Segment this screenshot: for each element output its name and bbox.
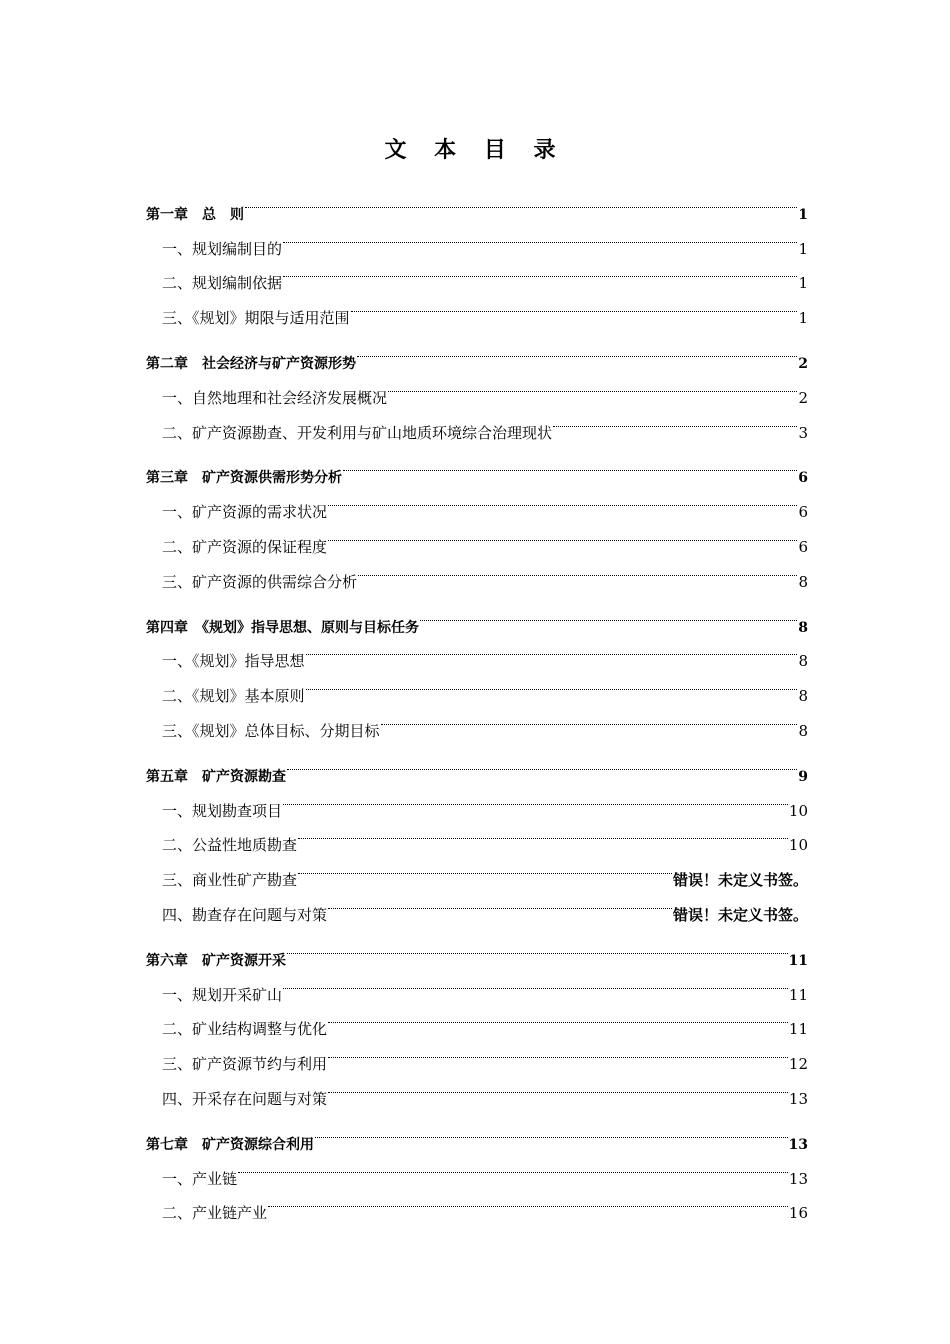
dot-leader <box>328 1000 788 1035</box>
toc-entry-label: 二、产业链产业 <box>162 1204 268 1223</box>
toc-entry-label: 四、勘查存在问题与对策 <box>162 905 328 924</box>
dot-leader <box>306 632 798 667</box>
dot-leader <box>287 930 788 965</box>
toc-entry-label: 二、矿业结构调整与优化 <box>162 1020 328 1039</box>
toc-entry-label: 一、《规划》指导思想 <box>162 652 305 671</box>
toc-page-number: 8 <box>798 721 808 740</box>
toc-error-bookmark: 错误！未定义书签。 <box>672 871 808 890</box>
toc-chapter-entry[interactable] <box>146 184 808 223</box>
toc-page-number: 2 <box>798 355 808 372</box>
toc-page-number: 12 <box>788 1055 808 1074</box>
toc-page-number: 2 <box>798 388 808 407</box>
toc-entry-label: 二、《规划》基本原则 <box>162 687 305 706</box>
toc-page-number: 1 <box>798 206 808 223</box>
toc-entry-label: 三、《规划》期限与适用范围 <box>162 309 350 328</box>
toc-entry-label: 一、规划编制目的 <box>162 239 283 258</box>
dot-leader <box>268 1184 788 1219</box>
toc-entry-label: 三、矿产资源的供需综合分析 <box>162 572 358 591</box>
toc-entry-label: 一、矿产资源的需求状况 <box>162 503 328 522</box>
dot-leader <box>315 1114 788 1149</box>
dot-leader <box>283 254 797 289</box>
toc-page-number: 8 <box>798 572 808 591</box>
toc-section-entry[interactable] <box>146 1149 808 1188</box>
dot-leader <box>306 666 798 701</box>
toc-page-number: 13 <box>788 1136 808 1153</box>
toc-page-number: 11 <box>788 985 808 1004</box>
toc-entry-label: 第四章 《规划》指导思想、原则与目标任务 <box>146 619 419 636</box>
toc-page-number: 10 <box>788 836 808 855</box>
dot-leader <box>420 597 797 632</box>
dot-leader <box>283 965 788 1000</box>
toc-entry-label: 二、公益性地质勘查 <box>162 836 298 855</box>
dot-leader <box>328 885 672 920</box>
toc-chapter-entry[interactable] <box>146 448 808 487</box>
toc-entry-label: 二、规划编制依据 <box>162 274 283 293</box>
toc-page-number: 1 <box>798 274 808 293</box>
dot-leader <box>343 448 797 483</box>
dot-leader <box>298 816 788 851</box>
toc-page-number: 16 <box>788 1204 808 1223</box>
dot-leader <box>287 746 797 781</box>
toc-entry-label: 一、规划勘查项目 <box>162 801 283 820</box>
toc-page-number: 6 <box>798 537 808 556</box>
toc-entry-label: 第一章 总 则 <box>146 206 244 223</box>
toc-page-number: 3 <box>798 423 808 442</box>
toc-entry-label: 第六章 矿产资源开采 <box>146 952 286 969</box>
dot-leader <box>328 1069 788 1104</box>
page-title: 文 本 目 录 <box>384 137 566 163</box>
toc-page-number: 1 <box>798 309 808 328</box>
toc-section-entry[interactable] <box>146 1184 808 1223</box>
toc-entry-label: 第五章 矿产资源勘查 <box>146 768 286 785</box>
dot-leader <box>328 517 797 552</box>
dot-leader <box>238 1149 788 1184</box>
toc-section-entry[interactable] <box>146 219 808 258</box>
toc-chapter-entry[interactable] <box>146 333 808 372</box>
toc-chapter-entry[interactable] <box>146 597 808 636</box>
dot-leader <box>283 781 788 816</box>
dot-leader <box>298 850 672 885</box>
dot-leader <box>328 482 797 517</box>
toc-entry-label: 第七章 矿产资源综合利用 <box>146 1136 314 1153</box>
table-of-contents <box>146 184 808 1223</box>
dot-leader <box>553 403 797 438</box>
toc-page-number: 8 <box>798 687 808 706</box>
toc-page-number: 8 <box>798 619 808 636</box>
toc-error-bookmark: 错误！未定义书签。 <box>672 905 808 924</box>
toc-page-number: 13 <box>788 1089 808 1108</box>
dot-leader <box>351 288 798 323</box>
toc-entry-label: 四、开采存在问题与对策 <box>162 1089 328 1108</box>
toc-page-number: 9 <box>798 768 808 785</box>
toc-page-number: 6 <box>798 503 808 522</box>
dot-leader <box>357 333 797 368</box>
dot-leader <box>358 552 797 587</box>
toc-page-number: 11 <box>788 1020 808 1039</box>
toc-page-number: 13 <box>788 1169 808 1188</box>
toc-chapter-entry[interactable] <box>146 930 808 969</box>
dot-leader <box>245 184 797 219</box>
dot-leader <box>328 1034 788 1069</box>
toc-chapter-entry[interactable] <box>146 1114 808 1153</box>
toc-chapter-entry[interactable] <box>146 746 808 785</box>
toc-page-number: 6 <box>798 470 808 487</box>
toc-entry-label: 第三章 矿产资源供需形势分析 <box>146 470 342 487</box>
toc-entry-label: 三、商业性矿产勘查 <box>162 871 298 890</box>
toc-entry-label: 二、矿产资源勘查、开发利用与矿山地质环境综合治理现状 <box>162 423 553 442</box>
toc-entry-label: 一、产业链 <box>162 1169 238 1188</box>
toc-page-number: 10 <box>788 801 808 820</box>
toc-entry-label: 二、矿产资源的保证程度 <box>162 537 328 556</box>
toc-entry-label: 第二章 社会经济与矿产资源形势 <box>146 355 356 372</box>
toc-entry-label: 三、《规划》总体目标、分期目标 <box>162 721 380 740</box>
toc-entry-label: 一、自然地理和社会经济发展概况 <box>162 388 388 407</box>
toc-page-number: 1 <box>798 239 808 258</box>
toc-page-number: 11 <box>788 952 808 969</box>
dot-leader <box>388 368 797 403</box>
dot-leader <box>381 701 798 736</box>
toc-page-number: 8 <box>798 652 808 671</box>
toc-entry-label: 三、矿产资源节约与利用 <box>162 1055 328 1074</box>
toc-entry-label: 一、规划开采矿山 <box>162 985 283 1004</box>
dot-leader <box>283 219 797 254</box>
